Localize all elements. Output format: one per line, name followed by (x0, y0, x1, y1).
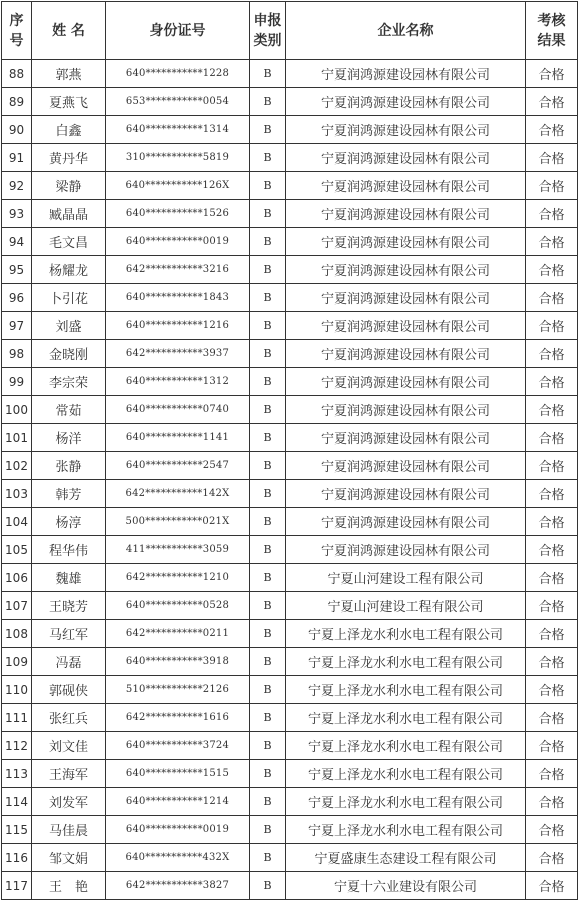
person-name: 刘文佳 (32, 732, 106, 760)
id-number: 640***********1312 (106, 368, 250, 396)
application-type: B (250, 704, 286, 732)
person-name: 李宗荣 (32, 368, 106, 396)
table-row (2, 788, 578, 816)
row-number: 117 (2, 872, 32, 900)
company-name: 宁夏上泽龙水利水电工程有限公司 (286, 676, 526, 704)
result-value: 合格 (526, 816, 578, 844)
company-name: 宁夏润鸿源建设园林有限公司 (286, 508, 526, 536)
id-number: 640***********1216 (106, 312, 250, 340)
id-number: 640***********3724 (106, 732, 250, 760)
company-name: 宁夏盛康生态建设工程有限公司 (286, 844, 526, 872)
header-no: 序 号 (2, 2, 32, 60)
id-number: 640***********126X (106, 172, 250, 200)
row-number: 107 (2, 592, 32, 620)
person-name: 毛文昌 (32, 228, 106, 256)
table-row (2, 592, 578, 620)
table-row (2, 312, 578, 340)
result-value: 合格 (526, 88, 578, 116)
application-type: B (250, 172, 286, 200)
application-type: B (250, 284, 286, 312)
result-value: 合格 (526, 452, 578, 480)
application-type: B (250, 592, 286, 620)
id-number: 642***********3937 (106, 340, 250, 368)
table-row (2, 116, 578, 144)
result-value: 合格 (526, 396, 578, 424)
company-name: 宁夏上泽龙水利水电工程有限公司 (286, 732, 526, 760)
row-number: 100 (2, 396, 32, 424)
person-name: 邹文娟 (32, 844, 106, 872)
row-number: 93 (2, 200, 32, 228)
company-name: 宁夏润鸿源建设园林有限公司 (286, 452, 526, 480)
row-number: 94 (2, 228, 32, 256)
person-name: 杨淳 (32, 508, 106, 536)
person-name: 马佳晨 (32, 816, 106, 844)
table-row (2, 536, 578, 564)
company-name: 宁夏润鸿源建设园林有限公司 (286, 480, 526, 508)
person-name: 臧晶晶 (32, 200, 106, 228)
id-number: 640***********0019 (106, 816, 250, 844)
row-number: 98 (2, 340, 32, 368)
id-number: 500***********021X (106, 508, 250, 536)
result-value: 合格 (526, 676, 578, 704)
result-value: 合格 (526, 256, 578, 284)
row-number: 105 (2, 536, 32, 564)
result-value: 合格 (526, 704, 578, 732)
table-row (2, 648, 578, 676)
result-value: 合格 (526, 620, 578, 648)
company-name: 宁夏润鸿源建设园林有限公司 (286, 60, 526, 88)
person-name: 刘发军 (32, 788, 106, 816)
company-name: 宁夏山河建设工程有限公司 (286, 564, 526, 592)
application-type: B (250, 872, 286, 900)
company-name: 宁夏润鸿源建设园林有限公司 (286, 200, 526, 228)
person-name: 王海军 (32, 760, 106, 788)
person-name: 冯磊 (32, 648, 106, 676)
person-name: 常茹 (32, 396, 106, 424)
table-row (2, 872, 578, 900)
row-number: 113 (2, 760, 32, 788)
table-row (2, 228, 578, 256)
company-name: 宁夏润鸿源建设园林有限公司 (286, 88, 526, 116)
id-number: 411***********3059 (106, 536, 250, 564)
application-type: B (250, 424, 286, 452)
id-number: 640***********0740 (106, 396, 250, 424)
result-value: 合格 (526, 116, 578, 144)
id-number: 640***********2547 (106, 452, 250, 480)
company-name: 宁夏上泽龙水利水电工程有限公司 (286, 704, 526, 732)
result-value: 合格 (526, 228, 578, 256)
id-number: 642***********3216 (106, 256, 250, 284)
row-number: 91 (2, 144, 32, 172)
table-body (2, 60, 578, 900)
company-name: 宁夏上泽龙水利水电工程有限公司 (286, 816, 526, 844)
row-number: 95 (2, 256, 32, 284)
company-name: 宁夏上泽龙水利水电工程有限公司 (286, 760, 526, 788)
person-name: 魏雄 (32, 564, 106, 592)
person-name: 杨耀龙 (32, 256, 106, 284)
company-name: 宁夏上泽龙水利水电工程有限公司 (286, 648, 526, 676)
application-type: B (250, 144, 286, 172)
company-name: 宁夏润鸿源建设园林有限公司 (286, 424, 526, 452)
result-value: 合格 (526, 172, 578, 200)
table-row (2, 620, 578, 648)
application-type: B (250, 564, 286, 592)
application-type: B (250, 340, 286, 368)
result-value: 合格 (526, 424, 578, 452)
id-number: 640***********1214 (106, 788, 250, 816)
person-name: 卜引花 (32, 284, 106, 312)
header-name: 姓 名 (32, 2, 106, 60)
result-value: 合格 (526, 564, 578, 592)
company-name: 宁夏润鸿源建设园林有限公司 (286, 228, 526, 256)
row-number: 114 (2, 788, 32, 816)
company-name: 宁夏十六业建设有限公司 (286, 872, 526, 900)
id-number: 640***********1526 (106, 200, 250, 228)
result-value: 合格 (526, 312, 578, 340)
application-type: B (250, 620, 286, 648)
id-number: 640***********1515 (106, 760, 250, 788)
table-row (2, 844, 578, 872)
row-number: 110 (2, 676, 32, 704)
company-name: 宁夏润鸿源建设园林有限公司 (286, 256, 526, 284)
table-row (2, 256, 578, 284)
id-number: 640***********1843 (106, 284, 250, 312)
company-name: 宁夏润鸿源建设园林有限公司 (286, 396, 526, 424)
application-type: B (250, 368, 286, 396)
header-application-type: 申报 类别 (250, 2, 286, 60)
result-value: 合格 (526, 508, 578, 536)
application-type: B (250, 788, 286, 816)
assessment-results-table (1, 1, 578, 900)
row-number: 111 (2, 704, 32, 732)
row-number: 109 (2, 648, 32, 676)
company-name: 宁夏山河建设工程有限公司 (286, 592, 526, 620)
application-type: B (250, 312, 286, 340)
application-type: B (250, 88, 286, 116)
id-number: 642***********0211 (106, 620, 250, 648)
id-number: 640***********1314 (106, 116, 250, 144)
result-value: 合格 (526, 480, 578, 508)
table-row (2, 60, 578, 88)
person-name: 郭砚侠 (32, 676, 106, 704)
person-name: 张红兵 (32, 704, 106, 732)
row-number: 99 (2, 368, 32, 396)
application-type: B (250, 508, 286, 536)
application-type: B (250, 732, 286, 760)
person-name: 杨洋 (32, 424, 106, 452)
company-name: 宁夏润鸿源建设园林有限公司 (286, 284, 526, 312)
person-name: 张静 (32, 452, 106, 480)
table-row (2, 732, 578, 760)
row-number: 106 (2, 564, 32, 592)
row-number: 96 (2, 284, 32, 312)
application-type: B (250, 480, 286, 508)
id-number: 640***********3918 (106, 648, 250, 676)
row-number: 101 (2, 424, 32, 452)
result-value: 合格 (526, 340, 578, 368)
application-type: B (250, 676, 286, 704)
company-name: 宁夏润鸿源建设园林有限公司 (286, 172, 526, 200)
person-name: 夏燕飞 (32, 88, 106, 116)
table-row (2, 368, 578, 396)
id-number: 642***********1210 (106, 564, 250, 592)
person-name: 刘盛 (32, 312, 106, 340)
result-value: 合格 (526, 760, 578, 788)
application-type: B (250, 816, 286, 844)
row-number: 103 (2, 480, 32, 508)
row-number: 89 (2, 88, 32, 116)
id-number: 642***********3827 (106, 872, 250, 900)
id-number: 640***********0019 (106, 228, 250, 256)
company-name: 宁夏润鸿源建设园林有限公司 (286, 340, 526, 368)
row-number: 97 (2, 312, 32, 340)
company-name: 宁夏润鸿源建设园林有限公司 (286, 536, 526, 564)
header-result: 考核 结果 (526, 2, 578, 60)
result-value: 合格 (526, 60, 578, 88)
table-row (2, 760, 578, 788)
person-name: 白鑫 (32, 116, 106, 144)
person-name: 马红军 (32, 620, 106, 648)
person-name: 金晓刚 (32, 340, 106, 368)
person-name: 梁静 (32, 172, 106, 200)
application-type: B (250, 228, 286, 256)
row-number: 88 (2, 60, 32, 88)
id-number: 310***********5819 (106, 144, 250, 172)
person-name: 郭燕 (32, 60, 106, 88)
company-name: 宁夏上泽龙水利水电工程有限公司 (286, 620, 526, 648)
header-row (2, 2, 578, 60)
row-number: 115 (2, 816, 32, 844)
header-id-number: 身份证号 (106, 2, 250, 60)
table-row (2, 816, 578, 844)
person-name: 程华伟 (32, 536, 106, 564)
row-number: 112 (2, 732, 32, 760)
row-number: 116 (2, 844, 32, 872)
person-name: 王 艳 (32, 872, 106, 900)
table-row (2, 564, 578, 592)
result-value: 合格 (526, 844, 578, 872)
result-value: 合格 (526, 368, 578, 396)
person-name: 韩芳 (32, 480, 106, 508)
result-value: 合格 (526, 536, 578, 564)
table-row (2, 452, 578, 480)
application-type: B (250, 452, 286, 480)
id-number: 640***********0528 (106, 592, 250, 620)
result-value: 合格 (526, 144, 578, 172)
company-name: 宁夏润鸿源建设园林有限公司 (286, 116, 526, 144)
id-number: 510***********2126 (106, 676, 250, 704)
id-number: 642***********142X (106, 480, 250, 508)
table-row (2, 284, 578, 312)
result-value: 合格 (526, 788, 578, 816)
table-row (2, 200, 578, 228)
person-name: 黄丹华 (32, 144, 106, 172)
company-name: 宁夏上泽龙水利水电工程有限公司 (286, 788, 526, 816)
result-value: 合格 (526, 872, 578, 900)
application-type: B (250, 396, 286, 424)
row-number: 108 (2, 620, 32, 648)
result-value: 合格 (526, 732, 578, 760)
result-value: 合格 (526, 200, 578, 228)
id-number: 653***********0054 (106, 88, 250, 116)
result-value: 合格 (526, 648, 578, 676)
table-row (2, 144, 578, 172)
company-name: 宁夏润鸿源建设园林有限公司 (286, 368, 526, 396)
id-number: 640***********1228 (106, 60, 250, 88)
table-row (2, 676, 578, 704)
application-type: B (250, 648, 286, 676)
application-type: B (250, 256, 286, 284)
company-name: 宁夏润鸿源建设园林有限公司 (286, 144, 526, 172)
table-row (2, 88, 578, 116)
table-row (2, 424, 578, 452)
table-row (2, 340, 578, 368)
id-number: 640***********432X (106, 844, 250, 872)
result-value: 合格 (526, 284, 578, 312)
row-number: 104 (2, 508, 32, 536)
table-row (2, 508, 578, 536)
table-row (2, 704, 578, 732)
company-name: 宁夏润鸿源建设园林有限公司 (286, 312, 526, 340)
application-type: B (250, 116, 286, 144)
application-type: B (250, 200, 286, 228)
application-type: B (250, 844, 286, 872)
id-number: 640***********1141 (106, 424, 250, 452)
row-number: 102 (2, 452, 32, 480)
row-number: 90 (2, 116, 32, 144)
person-name: 王晓芳 (32, 592, 106, 620)
table-row (2, 396, 578, 424)
application-type: B (250, 536, 286, 564)
header-company-name: 企业名称 (286, 2, 526, 60)
application-type: B (250, 760, 286, 788)
table-row (2, 172, 578, 200)
application-type: B (250, 60, 286, 88)
table-row (2, 480, 578, 508)
result-value: 合格 (526, 592, 578, 620)
id-number: 642***********1616 (106, 704, 250, 732)
row-number: 92 (2, 172, 32, 200)
